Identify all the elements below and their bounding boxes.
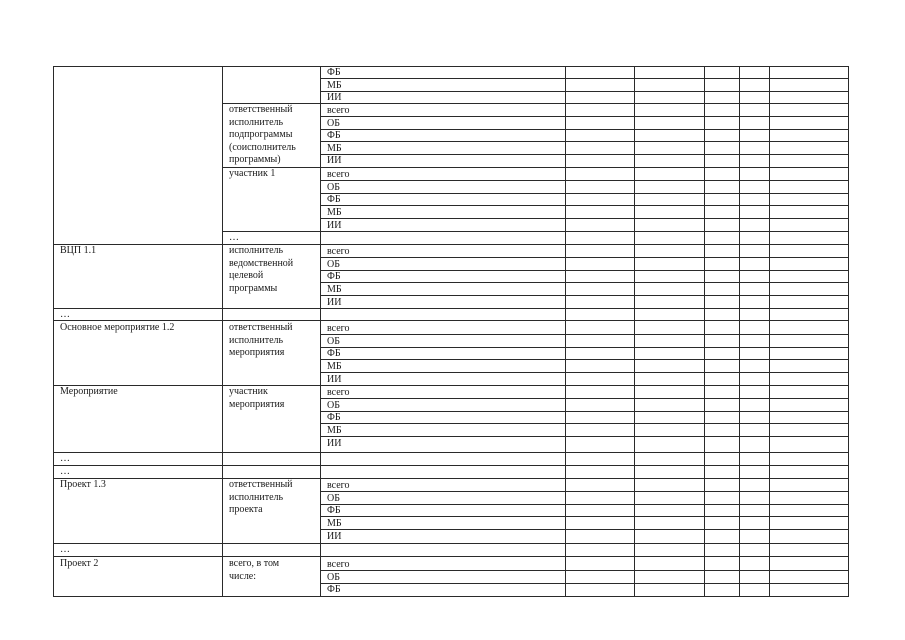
name-cell: … [60,544,70,555]
row-line [320,78,849,79]
row-line [320,129,849,130]
source-cell: ОБ [327,259,340,270]
source-cell: ФБ [327,348,341,359]
source-cell: ОБ [327,400,340,411]
source-cell: МБ [327,207,342,218]
row-line [320,570,849,571]
source-cell: ИИ [327,92,342,103]
row-line [320,270,849,271]
row-line [53,385,849,386]
table-right-border [848,66,849,597]
source-cell: МБ [327,80,342,91]
row-line [320,372,849,373]
source-cell: МБ [327,518,342,529]
source-cell: ИИ [327,297,342,308]
row-line [53,465,849,466]
source-cell: ИИ [327,220,342,231]
row-line [320,295,849,296]
source-cell: ОБ [327,118,340,129]
source-cell: всего [327,559,350,570]
column-divider-name [222,66,223,597]
source-cell: ИИ [327,374,342,385]
column-divider-executor [320,66,321,597]
source-cell: ИИ [327,438,342,449]
row-line [53,452,849,453]
source-cell: ФБ [327,584,341,595]
row-line [320,529,849,530]
row-line [320,411,849,412]
source-cell: ОБ [327,336,340,347]
executor-cell: исполнитель ведомственной целевой программы [229,245,294,294]
executor-cell: ответственный исполнитель подпрограммы (соисполнитель программы) [229,104,296,165]
source-cell: ФБ [327,505,341,516]
source-cell: всего [327,387,350,398]
source-cell: всего [327,480,350,491]
row-line [53,308,849,309]
row-line [53,478,849,479]
table-top-border [53,66,849,67]
column-divider-source [565,66,566,597]
source-cell: ОБ [327,572,340,583]
row-line [320,436,849,437]
source-cell: ИИ [327,155,342,166]
source-cell: ФБ [327,67,341,78]
column-divider-value-1 [634,66,635,597]
source-cell: МБ [327,361,342,372]
row-line [320,347,849,348]
name-cell: … [60,309,70,320]
name-cell: Проект 1.3 [60,479,106,490]
name-cell: Проект 2 [60,558,99,569]
source-cell: МБ [327,425,342,436]
row-line [53,556,849,557]
source-cell: всего [327,323,350,334]
source-cell: МБ [327,143,342,154]
row-line [320,516,849,517]
row-line [320,91,849,92]
column-divider-value-4 [769,66,770,597]
table-bottom-border [53,596,849,597]
source-cell: ОБ [327,182,340,193]
row-line [320,141,849,142]
row-line [53,244,849,245]
row-line [320,218,849,219]
table-left-border [53,66,54,597]
executor-cell: ответственный исполнитель проекта [229,479,293,515]
name-cell: Основное мероприятие 1.2 [60,322,175,333]
column-divider-value-2 [704,66,705,597]
source-cell: ИИ [327,531,342,542]
source-cell: ФБ [327,412,341,423]
row-line [320,583,849,584]
name-cell: … [60,466,70,477]
row-line [320,423,849,424]
row-line [222,167,849,168]
column-divider-value-3 [739,66,740,597]
row-line [320,359,849,360]
row-line [53,320,849,321]
executor-cell: всего, в том числе: [229,558,280,582]
row-line [222,231,849,232]
source-cell: всего [327,169,350,180]
source-cell: ОБ [327,493,340,504]
executor-cell: … [229,232,239,243]
row-line [320,257,849,258]
source-cell: всего [327,246,350,257]
executor-cell: участник 1 [229,168,276,179]
row-line [320,116,849,117]
row-line [320,398,849,399]
row-line [320,504,849,505]
name-cell: ВЦП 1.1 [60,245,97,256]
source-cell: ФБ [327,271,341,282]
row-line [320,154,849,155]
executor-cell: ответственный исполнитель мероприятия [229,322,293,358]
row-line [320,205,849,206]
name-cell: Мероприятие [60,386,118,397]
executor-cell: участник мероприятия [229,386,285,410]
name-cell: … [60,453,70,464]
row-line [320,282,849,283]
row-line [53,543,849,544]
row-line [320,193,849,194]
row-line [320,180,849,181]
source-cell: МБ [327,284,342,295]
row-line [320,334,849,335]
source-cell: ФБ [327,194,341,205]
source-cell: ФБ [327,130,341,141]
row-line [222,103,849,104]
source-cell: всего [327,105,350,116]
row-line [320,491,849,492]
